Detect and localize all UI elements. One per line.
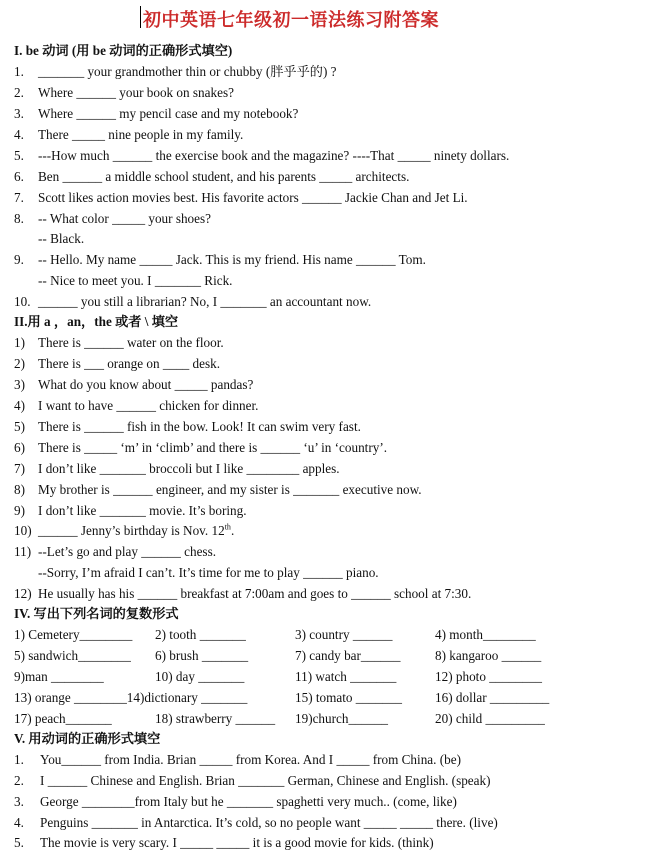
plural-row: 9)man ________ 10) day _______ 11) watch _______ 12) photo ________: [14, 669, 542, 684]
worksheet-page: 初中英语七年级初一语法练习附答案 I. be 动词 (用 be 动词的正确形式填空) 1. _______ your grandmother thin or chubby (胖乎乎的) ? 2. Where ______ your book on snakes? 3. Where ______ my pencil case and my notebook? 4. There _____ nine people in my family. 5. ---How much ______ the exercise book and the magazine? ----That _____ ninety dollars. 6. Ben ______ a middle school student, and his parents _____ architects. 7. Scott likes action movies best. His favorite actors ______ Jackie Chan and Jet Li. 8. -- What color _____ your shoes? -- Black. 9. -- Hello. My name _____ Jack. This is my friend. His name ______ Tom. -- Nice to meet you. I _______ Rick. 10. ______ you still a librarian? No, I _______ an accountant now. II.用 a ，an，the 或者 \ 填空 1) There is ______ water on the floor. 2) There is ___ orange on ____ desk. 3) What do you know about _____ pandas? 4) I want to have ______ chicken for dinner. 5) There is ______ fish in the bow. Look! It can swim very fast. 6) There is _____ ‘m’ in ‘climb’ and there is ______ ‘u’ in ‘country’. 7) I don’t like _______ broccoli but I like ________ apples. 8) My brother is ______ engineer, and my sister is _______ executive now. 9) I don’t like _______ movie. It’s boring. 10) ______ Jenny’s birthday is Nov. 12th. 11) --Let’s go and play ______ chess. --Sorry, I’m afraid I can’t. It’s time for me to play ______ piano. 12) He usually has his ______ breakfast at 7:00am and goes to ______ school at 7:30. IV. 写出下列名词的复数形式 1) Cemetery________ 2) tooth _______ 3) country ______ 4) month________ 5) sandwich________ 6) brush _______ 7) candy bar______ 8) kangaroo ______ 9)man ________ 10) day _______ 11) watch _______ 12) photo ________ 13) orange ________14)dictionary _______ 15) tomato _______ 16) dollar _________ 17) peach_______ 18) strawberry ______ 19)church______ 20) child _________ V. 用动词的正确形式填空 1. You______ from India. Brian _____ from Korea. And I _____ from China. (be) 2. I ______ Chinese and English. Brian _______ German, Chinese and English. (speak) 3. George ________from Italy but he _______ spaghetti very much.. (come, like) 4. Penguins _______ in Antarctica. It’s cold, so no people want _____ _____ there. (live) 5. The movie is very scary. I _____ _____ it is a good movie for kids. (think): [0, 0, 671, 852]
plural-row: 13) orange ________14)dictionary _______ 15) tomato _______ 16) dollar _________: [14, 690, 550, 705]
plural-row: 17) peach_______ 18) strawberry ______ 19)church______ 20) child _________: [14, 711, 545, 726]
plural-row: 5) sandwich________ 6) brush _______ 7) candy bar______ 8) kangaroo ______: [14, 648, 542, 663]
text-cursor: [140, 6, 141, 28]
page-title: 初中英语七年级初一语法练习附答案: [143, 10, 439, 31]
plural-row: 1) Cemetery________ 2) tooth _______ 3) country ______ 4) month________: [14, 627, 536, 642]
